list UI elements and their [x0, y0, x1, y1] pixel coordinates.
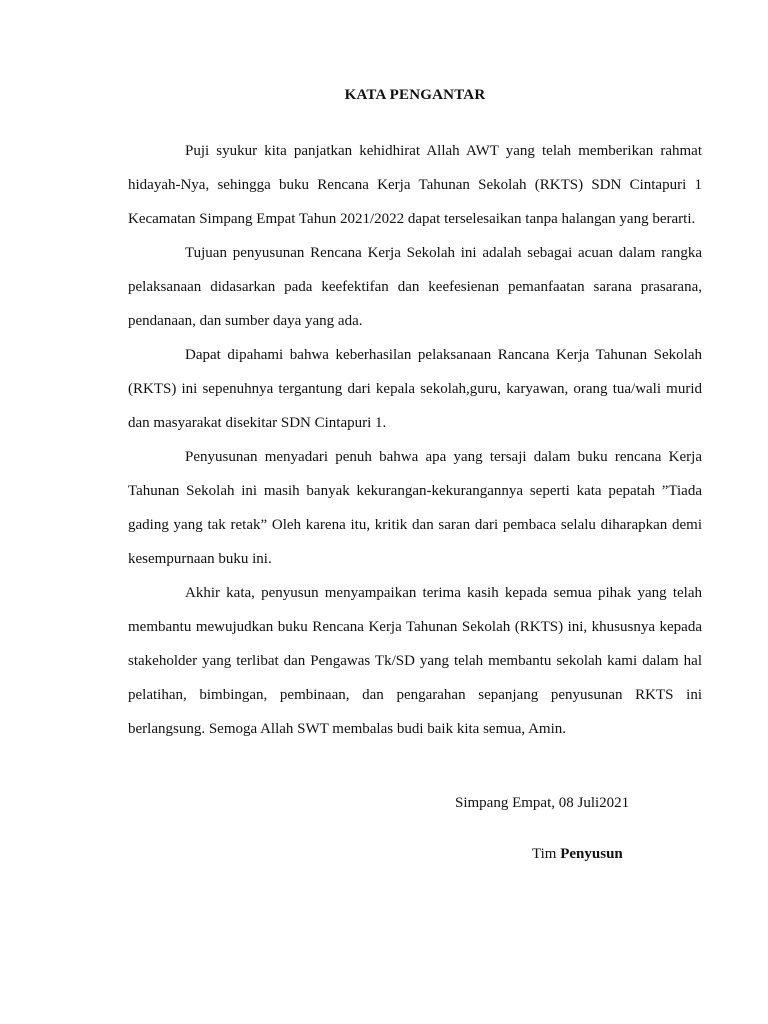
signature-name: Penyusun	[560, 846, 623, 862]
paragraph-5: Akhir kata, penyusun menyampaikan terima kasih kepada semua pihak yang telah membantu mewujudkan buku Rencana Kerja Tahunan Sekolah (RKTS) ini, khususnya kepada stakeholder yang terlibat dan Pengawas Tk/SD yang telah membantu sekolah kami dalam hal pelatihan, bimbingan, pembinaan, dan pengarahan sepanjang penyusunan RKTS ini berlangsung. Semoga Allah SWT membalas budi baik kita semua, Amin.	[128, 585, 702, 737]
signature-prefix: Tim	[532, 846, 557, 862]
paragraph-4: Penyusunan menyadari penuh bahwa apa yang tersaji dalam buku rencana Kerja Tahunan Sekolah ini masih banyak kekurangan-kekurangannya seperti kata pepatah ”Tiada gading yang tak retak” Oleh karena itu, kritik dan saran dari pembaca selalu diharapkan demi kesempurnaan buku ini.	[128, 449, 702, 567]
paragraph-3: Dapat dipahami bahwa keberhasilan pelaksanaan Rancana Kerja Tahunan Sekolah (RKTS) ini sepenuhnya tergantung dari kepala sekolah,guru, karyawan, orang tua/wali murid dan masyarakat disekitar SDN Cintapuri 1.	[128, 347, 702, 431]
document-title: KATA PENGANTAR	[344, 87, 486, 103]
paragraph-1: Puji syukur kita panjatkan kehidhirat Allah AWT yang telah memberikan rahmat hidayah-Nya, sehingga buku Rencana Kerja Tahunan Sekolah (RKTS) SDN Cintapuri 1 Kecamatan Simpang Empat Tahun 2021/2022 dapat terselesaikan tanpa halangan yang berarti.	[128, 143, 702, 227]
paragraph-2: Tujuan penyusunan Rencana Kerja Sekolah ini adalah sebagai acuan dalam rangka pelaksanaan didasarkan pada keefektifan dan keefesienan pemanfaatan sarana prasarana, pendanaan, dan sumber daya yang ada.	[128, 245, 702, 329]
closing-place-date: Simpang Empat, 08 Juli2021	[455, 795, 630, 811]
signature-line	[532, 846, 623, 863]
document-body	[128, 134, 702, 746]
